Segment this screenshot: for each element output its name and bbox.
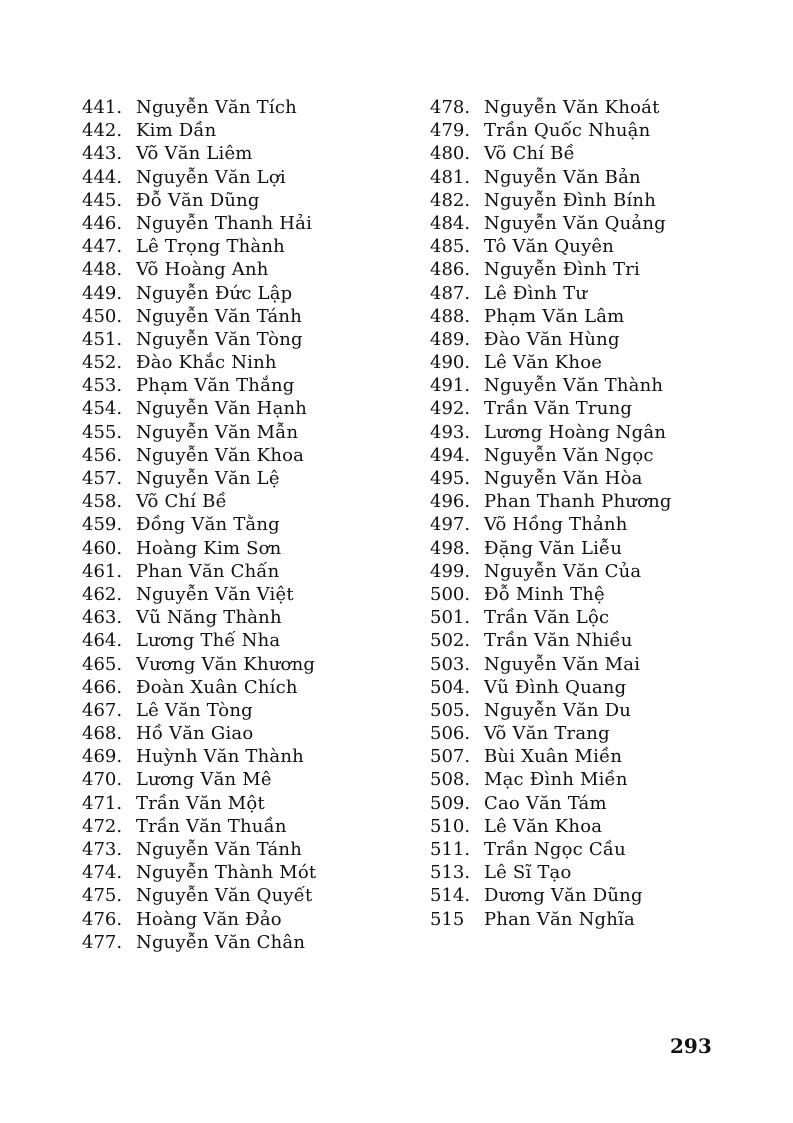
entry-number: 448. xyxy=(82,259,123,281)
entry-number: 503. xyxy=(430,653,471,675)
entry-number: 482. xyxy=(430,189,471,211)
entry-name: Nguyễn Thành Mót xyxy=(136,862,317,884)
entry-number: 453. xyxy=(82,375,123,397)
list-item xyxy=(430,374,730,397)
list-item xyxy=(82,861,402,884)
page-number: 293 xyxy=(670,1034,712,1058)
list-item xyxy=(430,838,730,861)
entry-number: 489. xyxy=(430,328,471,350)
entry-name: Đoàn Xuân Chích xyxy=(136,676,298,698)
entry-number: 457. xyxy=(82,468,123,489)
entry-name: Võ Văn Liêm xyxy=(136,143,253,165)
entry-name: Nguyễn Văn Khoa xyxy=(136,444,305,466)
list-item xyxy=(430,768,730,791)
entry-number: 451. xyxy=(82,328,123,350)
list-item xyxy=(82,513,402,536)
entry-number: 492. xyxy=(430,398,471,420)
entry-name: Võ Hồng Thảnh xyxy=(484,514,628,536)
entry-number: 504. xyxy=(430,676,471,698)
list-item xyxy=(82,374,402,397)
entry-name: Nguyễn Văn Của xyxy=(484,560,642,582)
list-item xyxy=(82,537,402,560)
entry-number: 443. xyxy=(82,143,123,165)
entry-number: 501. xyxy=(430,607,471,629)
entry-name: Nguyễn Văn Thành xyxy=(484,375,664,397)
list-item xyxy=(430,351,730,374)
list-item xyxy=(82,745,402,768)
entry-name: Trần Văn Nhiều xyxy=(484,630,633,652)
entry-number: 455. xyxy=(82,421,123,443)
entry-name: Nguyễn Thanh Hải xyxy=(136,212,313,234)
entry-name: Nguyễn Đức Lập xyxy=(136,282,293,304)
entry-name: Bùi Xuân Miền xyxy=(484,746,623,768)
entry-name: Nguyễn Đình Tri xyxy=(484,259,640,281)
list-item xyxy=(430,444,730,467)
entry-number: 511. xyxy=(430,839,471,860)
entry-number: 471. xyxy=(82,792,123,814)
entry-name: Lê Sĩ Tạo xyxy=(484,862,572,884)
list-item xyxy=(430,676,730,699)
list-item xyxy=(430,792,730,815)
entry-name: Nguyễn Văn Khoát xyxy=(484,97,660,118)
entry-number: 442. xyxy=(82,120,123,142)
entry-number: 444. xyxy=(82,166,123,188)
entry-number: 472. xyxy=(82,815,123,837)
list-item xyxy=(82,119,402,142)
list-item xyxy=(82,722,402,745)
list-item xyxy=(430,653,730,676)
entry-name: Võ Chí Bề xyxy=(484,143,575,165)
entry-number: 500. xyxy=(430,583,471,605)
list-item xyxy=(430,212,730,235)
entry-number: 479. xyxy=(430,120,471,142)
list-item xyxy=(430,722,730,745)
list-item xyxy=(430,583,730,606)
entry-name: Nguyễn Văn Tánh xyxy=(136,305,302,327)
name-list-right-column xyxy=(430,96,730,931)
list-item xyxy=(430,606,730,629)
entry-name: Nguyễn Văn Tòng xyxy=(136,328,303,350)
entry-number: 491. xyxy=(430,375,471,397)
entry-name: Võ Hoàng Anh xyxy=(136,259,269,281)
list-item xyxy=(82,490,402,513)
list-item xyxy=(82,212,402,235)
entry-number: 458. xyxy=(82,491,123,513)
list-item xyxy=(82,629,402,652)
entry-name: Phan Thanh Phương xyxy=(484,491,672,513)
entry-name: Lê Văn Tòng xyxy=(136,699,253,721)
entry-number: 515 xyxy=(430,908,465,930)
list-item xyxy=(430,884,730,907)
entry-name: Nguyễn Văn Lợi xyxy=(136,166,286,188)
list-item xyxy=(82,792,402,815)
list-item xyxy=(430,699,730,722)
entry-name: Nguyễn Văn Bản xyxy=(484,166,641,188)
entry-number: 506. xyxy=(430,723,471,745)
entry-number: 499. xyxy=(430,560,471,582)
entry-name: Lương Hoàng Ngân xyxy=(484,421,667,443)
entry-number: 493. xyxy=(430,421,471,443)
entry-name: Hoàng Văn Đảo xyxy=(136,908,282,930)
list-item xyxy=(82,768,402,791)
entry-name: Nguyễn Văn Du xyxy=(484,699,632,721)
entry-number: 459. xyxy=(82,514,123,536)
list-item xyxy=(82,908,402,931)
entry-name: Phan Văn Nghĩa xyxy=(484,908,635,930)
list-item xyxy=(430,142,730,165)
entry-number: 481. xyxy=(430,166,471,188)
entry-name: Vương Văn Khương xyxy=(136,653,316,675)
list-item xyxy=(82,328,402,351)
entry-number: 469. xyxy=(82,746,123,768)
entry-number: 514. xyxy=(430,885,471,907)
list-item xyxy=(82,397,402,420)
entry-number: 509. xyxy=(430,792,471,814)
entry-number: 470. xyxy=(82,769,123,791)
entry-number: 454. xyxy=(82,398,123,420)
list-item xyxy=(82,699,402,722)
list-item xyxy=(430,537,730,560)
entry-number: 445. xyxy=(82,189,123,211)
entry-name: Nguyễn Văn Chân xyxy=(136,931,306,953)
entry-number: 495. xyxy=(430,468,471,489)
list-item xyxy=(82,606,402,629)
list-item xyxy=(82,305,402,328)
entry-number: 485. xyxy=(430,236,471,258)
entry-name: Nguyễn Văn Tánh xyxy=(136,839,302,860)
list-item xyxy=(430,189,730,212)
entry-name: Nguyễn Văn Việt xyxy=(136,583,294,605)
list-item xyxy=(82,189,402,212)
list-item xyxy=(82,142,402,165)
entry-name: Đỗ Văn Dũng xyxy=(136,189,260,211)
entry-name: Nguyễn Văn Quảng xyxy=(484,212,666,234)
entry-name: Nguyễn Văn Quyết xyxy=(136,885,313,907)
entry-name: Võ Văn Trang xyxy=(484,723,610,745)
entry-name: Phạm Văn Thắng xyxy=(136,375,295,397)
entry-number: 468. xyxy=(82,723,123,745)
entry-name: Nguyễn Đình Bính xyxy=(484,189,656,211)
name-list-left-column xyxy=(82,96,402,954)
entry-number: 452. xyxy=(82,352,123,374)
list-item xyxy=(430,467,730,490)
entry-number: 450. xyxy=(82,305,123,327)
list-item xyxy=(430,397,730,420)
entry-name: Lương Thế Nha xyxy=(136,630,281,652)
list-item xyxy=(430,258,730,281)
list-item xyxy=(82,235,402,258)
entry-number: 449. xyxy=(82,282,123,304)
entry-name: Lê Trọng Thành xyxy=(136,236,285,258)
entry-name: Đồng Văn Tằng xyxy=(136,514,280,536)
list-item xyxy=(82,467,402,490)
list-item xyxy=(430,96,730,119)
entry-number: 505. xyxy=(430,699,471,721)
entry-name: Nguyễn Văn Hạnh xyxy=(136,398,308,420)
entry-name: Nguyễn Văn Mẫn xyxy=(136,421,299,443)
entry-number: 478. xyxy=(430,97,471,118)
entry-number: 510. xyxy=(430,815,471,837)
entry-name: Trần Ngọc Cầu xyxy=(484,839,626,860)
list-item xyxy=(430,328,730,351)
entry-name: Trần Văn Thuần xyxy=(136,815,287,837)
entry-name: Võ Chí Bề xyxy=(136,491,227,513)
list-item xyxy=(82,351,402,374)
entry-number: 474. xyxy=(82,862,123,884)
entry-name: Lê Văn Khoe xyxy=(484,352,603,374)
entry-name: Phạm Văn Lâm xyxy=(484,305,625,327)
entry-name: Phan Văn Chấn xyxy=(136,560,280,582)
entry-name: Mạc Đình Miền xyxy=(484,769,628,791)
entry-name: Lê Văn Khoa xyxy=(484,815,603,837)
list-item xyxy=(430,490,730,513)
entry-number: 487. xyxy=(430,282,471,304)
list-item xyxy=(430,282,730,305)
entry-name: Hồ Văn Giao xyxy=(136,723,254,745)
entry-number: 488. xyxy=(430,305,471,327)
entry-name: Dương Văn Dũng xyxy=(484,885,643,907)
list-item xyxy=(430,560,730,583)
entry-number: 494. xyxy=(430,444,471,466)
list-item xyxy=(430,119,730,142)
list-item xyxy=(82,166,402,189)
entry-name: Lê Đình Tư xyxy=(484,282,588,304)
entry-name: Cao Văn Tám xyxy=(484,792,607,814)
entry-name: Trần Văn Một xyxy=(136,792,265,814)
entry-number: 477. xyxy=(82,931,123,953)
entry-number: 490. xyxy=(430,352,471,374)
entry-number: 463. xyxy=(82,607,123,629)
entry-number: 498. xyxy=(430,537,471,559)
list-item xyxy=(430,305,730,328)
entry-number: 507. xyxy=(430,746,471,768)
entry-number: 447. xyxy=(82,236,123,258)
list-item xyxy=(430,421,730,444)
list-item xyxy=(430,166,730,189)
list-item xyxy=(82,560,402,583)
list-item xyxy=(430,513,730,536)
list-item xyxy=(430,235,730,258)
entry-number: 475. xyxy=(82,885,123,907)
entry-number: 460. xyxy=(82,537,123,559)
entry-number: 496. xyxy=(430,491,471,513)
entry-name: Đào Khắc Ninh xyxy=(136,352,277,374)
entry-number: 497. xyxy=(430,514,471,536)
list-item xyxy=(82,653,402,676)
entry-name: Kim Dần xyxy=(136,120,217,142)
entry-number: 441. xyxy=(82,97,123,118)
entry-name: Nguyễn Văn Lệ xyxy=(136,468,280,489)
entry-number: 465. xyxy=(82,653,123,675)
entry-name: Huỳnh Văn Thành xyxy=(136,746,304,768)
list-item xyxy=(430,629,730,652)
entry-number: 467. xyxy=(82,699,123,721)
entry-name: Nguyễn Văn Ngọc xyxy=(484,444,654,466)
entry-name: Đào Văn Hùng xyxy=(484,328,620,350)
entry-name: Nguyễn Văn Hòa xyxy=(484,468,643,489)
list-item xyxy=(430,745,730,768)
entry-number: 456. xyxy=(82,444,123,466)
list-item xyxy=(82,815,402,838)
list-item xyxy=(82,676,402,699)
list-item xyxy=(430,908,730,931)
entry-name: Vũ Năng Thành xyxy=(136,607,282,629)
list-item xyxy=(82,931,402,954)
list-item xyxy=(82,258,402,281)
list-item xyxy=(82,583,402,606)
entry-number: 473. xyxy=(82,839,123,860)
entry-name: Lương Văn Mê xyxy=(136,769,272,791)
list-item xyxy=(82,444,402,467)
entry-number: 508. xyxy=(430,769,471,791)
entry-number: 462. xyxy=(82,583,123,605)
entry-name: Nguyễn Văn Mai xyxy=(484,653,641,675)
entry-number: 513. xyxy=(430,862,471,884)
entry-number: 466. xyxy=(82,676,123,698)
entry-number: 464. xyxy=(82,630,123,652)
list-item xyxy=(82,421,402,444)
entry-number: 480. xyxy=(430,143,471,165)
entry-name: Đỗ Minh Thệ xyxy=(484,583,605,605)
entry-name: Vũ Đình Quang xyxy=(484,676,627,698)
entry-number: 461. xyxy=(82,560,123,582)
entry-name: Trần Văn Trung xyxy=(484,398,633,420)
entry-number: 486. xyxy=(430,259,471,281)
entry-name: Trần Quốc Nhuận xyxy=(484,120,651,142)
entry-name: Hoàng Kim Sơn xyxy=(136,537,282,559)
entry-number: 502. xyxy=(430,630,471,652)
list-item xyxy=(82,96,402,119)
entry-name: Tô Văn Quyên xyxy=(484,236,615,258)
entry-number: 484. xyxy=(430,212,471,234)
entry-name: Trần Văn Lộc xyxy=(484,607,610,629)
list-item xyxy=(82,282,402,305)
list-item xyxy=(82,838,402,861)
list-item xyxy=(430,861,730,884)
entry-name: Nguyễn Văn Tích xyxy=(136,97,297,118)
entry-name: Đặng Văn Liễu xyxy=(484,537,623,559)
list-item xyxy=(82,884,402,907)
entry-number: 476. xyxy=(82,908,123,930)
list-item xyxy=(430,815,730,838)
entry-number: 446. xyxy=(82,212,123,234)
